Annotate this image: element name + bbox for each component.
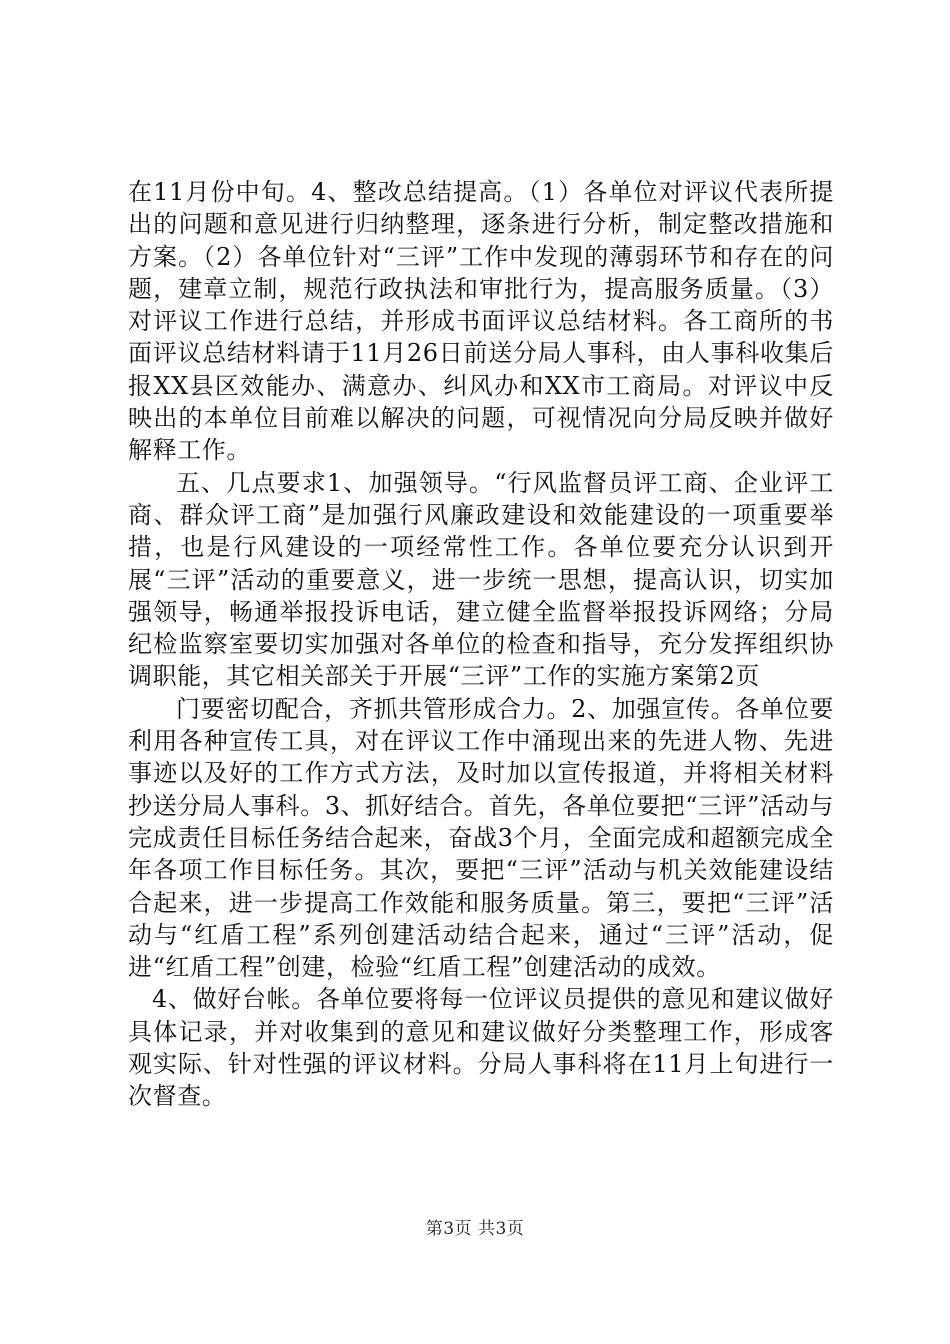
paragraph-requirements-leadership: 五、几点要求1、加强领导。“行风监督员评工商、企业评工商、群众评工商”是加强行风廉政建设和效能建设的一项重要举措，也是行风建设的一项经常性工作。各单位要充分认识到开展“三评”活动的重要意义，进一步统一思想，提高认识，切实加强领导，畅通举报投诉电话，建立健全监督举报投诉网络；分局纪检监察室要切实加强对各单位的检查和指导，充分发挥组织协调职能，其它相关部关于开展“三评”工作的实施方案第2页 <box>128 468 834 691</box>
paragraph-publicity-combination: 门要密切配合，齐抓共管形成合力。2、加强宣传。各单位要利用各种宣传工具，对在评议工作中涌现出来的先进人物、先进事迹以及好的工作方式方法，及时加以宣传报道，并将相关材料抄送分局人事科。3、抓好结合。首先，各单位要把“三评”活动与完成责任目标任务结合起来，奋战3个月，全面完成和超额完成全年各项工作目标任务。其次，要把“三评”活动与机关效能建设结合起来，进一步提高工作效能和服务质量。第三，要把“三评”活动与“红盾工程”系列创建活动结合起来，通过“三评”活动，促进“红盾工程”创建，检验“红盾工程”创建活动的成效。 <box>128 694 834 982</box>
paragraph-rectification-summary: 在11月份中旬。4、整改总结提高。（1）各单位对评议代表所提出的问题和意见进行归纳整理，逐条进行分析，制定整改措施和方案。（2）各单位针对“三评”工作中发现的薄弱环节和存在的问题，建章立制，规范行政执法和审批行为，提高服务质量。（3）对评议工作进行总结，并形成书面评议总结材料。各工商所的书面评议总结材料请于11月26日前送分局人事科，由人事科收集后报XX县区效能办、满意办、纠风办和XX市工商局。对评议中反映出的本单位目前难以解决的问题，可视情况向分局反映并做好解释工作。 <box>128 178 834 465</box>
document-body <box>128 176 834 1113</box>
paragraph-ledger: 4、做好台帐。各单位要将每一位评议员提供的意见和建议做好具体记录，并对收集到的意见和建议做好分类整理工作，形成客观实际、针对性强的评议材料。分局人事科将在11月上旬进行一次督查。 <box>128 985 834 1111</box>
page-footer: 第3页 共3页 <box>425 1219 525 1239</box>
